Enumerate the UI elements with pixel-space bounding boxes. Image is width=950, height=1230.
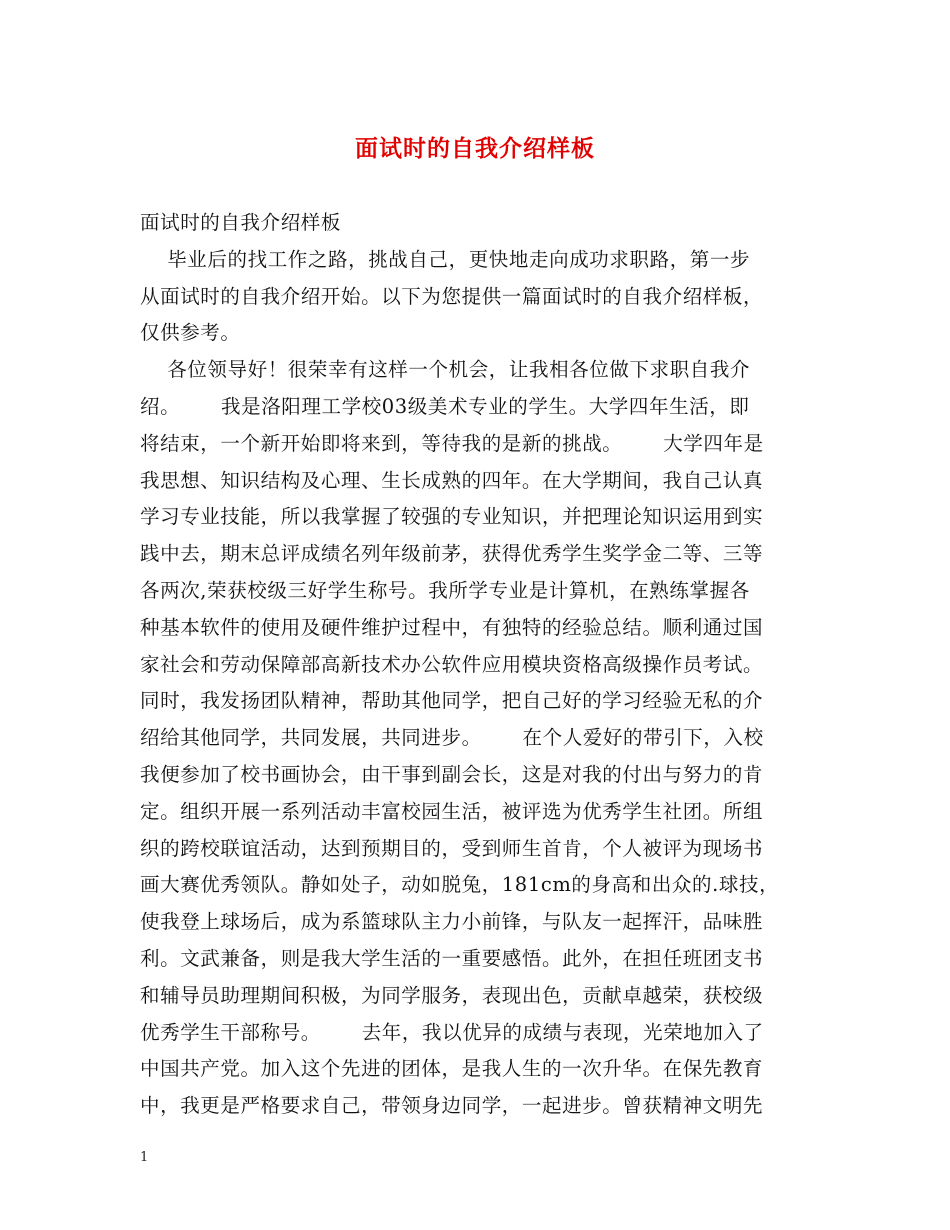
text-line: 织的跨校联谊活动，达到预期目的，受到师生首肯，个人被评为现场书	[140, 836, 764, 860]
text-line: 我便参加了校书画协会，由干事到副会长，这是对我的付出与努力的肯	[140, 762, 764, 786]
text-line: 绍。 我是洛阳理工学校03级美术专业的学生。大学四年生活，即	[140, 394, 750, 418]
text-line: 践中去，期末总评成绩名列年级前茅，获得优秀学生奖学金二等、三等	[140, 542, 764, 566]
document-title: 面试时的自我介绍样板	[355, 136, 595, 162]
text-line: 学习专业技能，所以我掌握了较强的专业知识，并把理论知识运用到实	[140, 505, 764, 529]
text-line: 各两次,荣获校级三好学生称号。我所学专业是计算机，在熟练掌握各	[140, 578, 750, 602]
text-line: 中，我更是严格要求自己，带领身边同学，一起进步。曾获精神文明先	[140, 1094, 764, 1118]
text-line: 毕业后的找工作之路，挑战自己，更快地走向成功求职路，第一步	[140, 247, 751, 271]
text-line: 将结束，一个新开始即将来到，等待我的是新的挑战。 大学四年是	[140, 431, 764, 455]
text-line: 定。组织开展一系列活动丰富校园生活，被评选为优秀学生社团。所组	[140, 799, 764, 823]
text-line: 从面试时的自我介绍开始。以下为您提供一篇面试时的自我介绍样板，	[140, 284, 764, 308]
text-line: 和辅导员助理期间积极，为同学服务，表现出色，贡献卓越荣，获校级	[140, 983, 764, 1007]
text-line: 家社会和劳动保障部高新技术办公软件应用模块资格高级操作员考试。	[140, 652, 764, 676]
text-line: 种基本软件的使用及硬件维护过程中，有独特的经验总结。顺利通过国	[140, 615, 764, 639]
text-line: 使我登上球场后，成为系篮球队主力小前锋，与队友一起挥汗，品味胜	[140, 910, 764, 934]
text-line: 各位领导好！很荣幸有这样一个机会，让我相各位做下求职自我介	[140, 358, 751, 382]
page-number: 1	[140, 1150, 149, 1165]
text-line: 中国共产党。加入这个先进的团体，是我人生的一次升华。在保先教育	[140, 1057, 764, 1081]
text-line: 绍给其他同学，共同发展，共同进步。 在个人爱好的带引下，入校	[140, 726, 764, 750]
text-line: 我思想、知识结构及心理、生长成熟的四年。在大学期间，我自己认真	[140, 468, 764, 492]
text-line: 仅供参考。	[140, 321, 241, 345]
text-line: 画大赛优秀领队。静如处子，动如脱兔，181cm的身高和出众的.球技，	[140, 873, 780, 897]
text-line: 优秀学生干部称号。 去年，我以优异的成绩与表现，光荣地加入了	[140, 1020, 764, 1044]
text-line: 面试时的自我介绍样板	[140, 211, 342, 234]
text-line: 同时，我发扬团队精神，帮助其他同学，把自己好的学习经验无私的介	[140, 689, 764, 713]
document-body	[140, 205, 840, 1125]
text-line: 利。文武兼备，则是我大学生活的一重要感悟。此外，在担任班团支书	[140, 946, 764, 970]
